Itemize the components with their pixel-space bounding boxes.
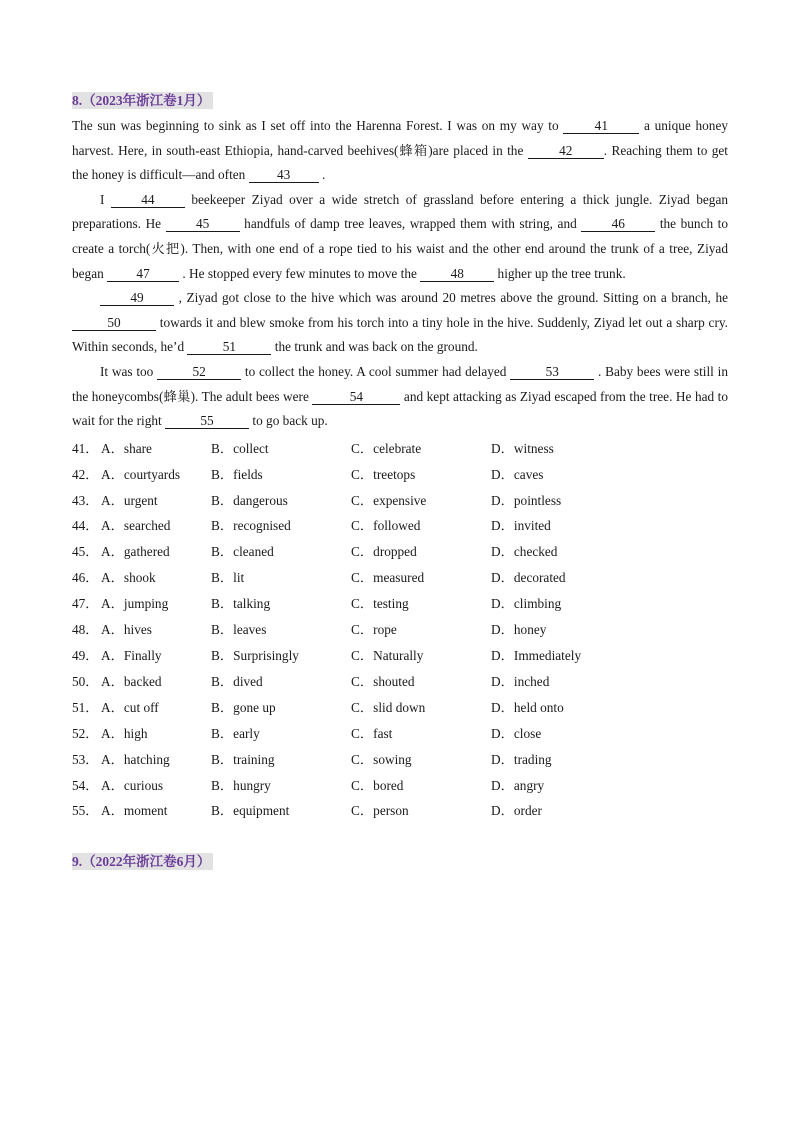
passage-text: and kept attacking as Ziyad escaped from the tree. He had to wait for the right — [72, 388, 729, 429]
option-d: D．trading — [491, 751, 552, 767]
option-d: D．pointless — [491, 492, 562, 508]
question-row — [72, 669, 728, 695]
blank-51: 51 — [187, 339, 271, 355]
passage-text: to collect the honey. A cool summer had delayed — [241, 363, 511, 379]
question-row — [72, 695, 728, 721]
question-row — [72, 462, 728, 488]
question-row — [72, 643, 728, 669]
question-number: 54． — [72, 777, 99, 793]
blank-42: 42 — [528, 143, 604, 159]
passage-text: , Ziyad got close to the hive which was around 20 metres above the ground. Sitting on a branch, he — [174, 290, 728, 306]
option-d: D．witness — [491, 440, 554, 456]
passage-paragraph-3 — [72, 286, 728, 360]
passage-text: higher up the tree trunk. — [494, 265, 626, 281]
option-b: B．dangerous — [211, 492, 288, 508]
blank-52: 52 — [157, 364, 241, 380]
option-b: B．recognised — [211, 518, 291, 534]
passage-text: . — [318, 167, 326, 183]
option-d: D．order — [491, 803, 542, 819]
option-c: C．rope — [351, 622, 397, 638]
option-c: C．shouted — [351, 673, 415, 689]
passage-text: beekeeper Ziyad over a wide stretch of grassland before entering a thick jungle. Ziyad began preparations. He — [72, 191, 728, 232]
option-b: B．lit — [211, 570, 245, 586]
question-number: 45． — [72, 544, 99, 560]
question-number: 55． — [72, 803, 99, 819]
question-row — [72, 488, 728, 514]
option-d: D．invited — [491, 518, 551, 534]
answer-options — [72, 436, 728, 825]
passage-text: It was too — [100, 363, 158, 379]
blank-46: 46 — [581, 216, 655, 232]
question-row — [72, 436, 728, 462]
question-number: 47． — [72, 596, 99, 612]
passage-text: the bunch to create a torch(火把). Then, with one end of a rope tied to his waist and the other end around the trunk of a tree, Ziyad began — [72, 216, 728, 281]
option-a: A．cut off — [101, 699, 159, 715]
option-b: B．fields — [211, 466, 263, 482]
blank-49: 49 — [100, 290, 174, 306]
option-b: B．dived — [211, 673, 263, 689]
passage-text: . He stopped every few minutes to move the — [179, 265, 421, 281]
option-a: A．Finally — [101, 647, 162, 663]
option-a: A．hives — [101, 622, 152, 638]
question-row — [72, 747, 728, 773]
option-a: A．moment — [101, 803, 168, 819]
blank-47: 47 — [107, 266, 179, 282]
option-c: C．celebrate — [351, 440, 422, 456]
option-d: D．climbing — [491, 596, 562, 612]
section-header-9 — [72, 853, 213, 871]
blank-53: 53 — [510, 364, 594, 380]
question-row — [72, 591, 728, 617]
option-a: A．backed — [101, 673, 162, 689]
option-c: C．measured — [351, 570, 425, 586]
exam-page — [72, 92, 728, 824]
option-a: A．searched — [101, 518, 171, 534]
passage-text: . Baby bees were still in the honeycombs(蜂巢). The adult bees were — [72, 363, 728, 404]
blank-44: 44 — [111, 192, 185, 208]
question-number: 49． — [72, 647, 99, 663]
option-c: C．followed — [351, 518, 421, 534]
question-number: 48． — [72, 622, 99, 638]
option-d: D．inched — [491, 673, 550, 689]
blank-45: 45 — [166, 216, 240, 232]
question-row — [72, 617, 728, 643]
option-b: B．equipment — [211, 803, 290, 819]
option-b: B．early — [211, 725, 260, 741]
question-number: 41． — [72, 440, 99, 456]
option-c: C．testing — [351, 596, 409, 612]
question-row — [72, 721, 728, 747]
question-row — [72, 513, 728, 539]
blank-55: 55 — [165, 413, 249, 429]
passage-text: handfuls of damp tree leaves, wrapped them with string, and — [239, 216, 582, 232]
option-a: A．high — [101, 725, 148, 741]
option-a: A．curious — [101, 777, 164, 793]
option-c: C．Naturally — [351, 647, 424, 663]
option-b: B．hungry — [211, 777, 271, 793]
option-d: D．checked — [491, 544, 558, 560]
option-a: A．gathered — [101, 544, 170, 560]
question-number: 42． — [72, 466, 99, 482]
option-a: A．share — [101, 440, 152, 456]
blank-48: 48 — [420, 266, 494, 282]
option-c: C．sowing — [351, 751, 412, 767]
section-title: 8.（2023年浙江卷1月） — [72, 92, 213, 109]
option-c: C．treetops — [351, 466, 416, 482]
section-header-8 — [72, 92, 728, 109]
question-row — [72, 773, 728, 799]
option-d: D．close — [491, 725, 542, 741]
question-row — [72, 539, 728, 565]
section-title: 9.（2022年浙江卷6月） — [72, 853, 213, 870]
passage-paragraph-4 — [72, 360, 728, 434]
question-row — [72, 565, 728, 591]
question-number: 50． — [72, 673, 99, 689]
question-number: 44． — [72, 518, 99, 534]
option-d: D．Immediately — [491, 647, 582, 663]
option-a: A．hatching — [101, 751, 170, 767]
option-c: C．expensive — [351, 492, 427, 508]
blank-54: 54 — [312, 389, 400, 405]
question-number: 51． — [72, 699, 99, 715]
option-d: D．honey — [491, 622, 547, 638]
question-number: 53． — [72, 751, 99, 767]
option-a: A．urgent — [101, 492, 158, 508]
option-d: D．decorated — [491, 570, 566, 586]
passage-text: The sun was beginning to sink as I set off into the Harenna Forest. I was on my way to — [72, 118, 564, 133]
option-d: D．held onto — [491, 699, 564, 715]
option-c: C．slid down — [351, 699, 426, 715]
option-c: C．person — [351, 803, 409, 819]
passage-text: . Reaching them to get the honey is difficult—and often — [72, 142, 729, 183]
question-number: 43． — [72, 492, 99, 508]
option-b: B．talking — [211, 596, 271, 612]
option-b: B．Surprisingly — [211, 647, 299, 663]
passage-paragraph-2 — [72, 188, 728, 286]
option-b: B．training — [211, 751, 275, 767]
option-d: D．angry — [491, 777, 545, 793]
blank-43: 43 — [249, 167, 319, 183]
passage-paragraph-1 — [72, 114, 728, 188]
option-c: C．fast — [351, 725, 393, 741]
blank-50: 50 — [72, 315, 156, 331]
option-a: A．shook — [101, 570, 156, 586]
option-c: C．dropped — [351, 544, 417, 560]
option-c: C．bored — [351, 777, 404, 793]
question-number: 46． — [72, 570, 99, 586]
option-b: B．cleaned — [211, 544, 274, 560]
passage-text: a unique honey harvest. Here, in south-east Ethiopia, hand-carved beehives(蜂箱)are placed in the — [72, 118, 728, 158]
passage-text: I — [100, 191, 111, 207]
option-a: A．courtyards — [101, 466, 181, 482]
option-b: B．leaves — [211, 622, 267, 638]
option-a: A．jumping — [101, 596, 169, 612]
passage-text: towards it and blew smoke from his torch into a tiny hole in the hive. Suddenly, Ziyad let out a sharp cry. Within seconds, he’d — [72, 314, 728, 355]
passage-text: the trunk and was back on the ground. — [271, 339, 478, 355]
option-d: D．caves — [491, 466, 544, 482]
option-b: B．gone up — [211, 699, 276, 715]
option-b: B．collect — [211, 440, 269, 456]
passage-text: to go back up. — [249, 413, 328, 429]
question-row — [72, 798, 728, 824]
blank-41: 41 — [563, 118, 639, 134]
question-number: 52． — [72, 725, 99, 741]
